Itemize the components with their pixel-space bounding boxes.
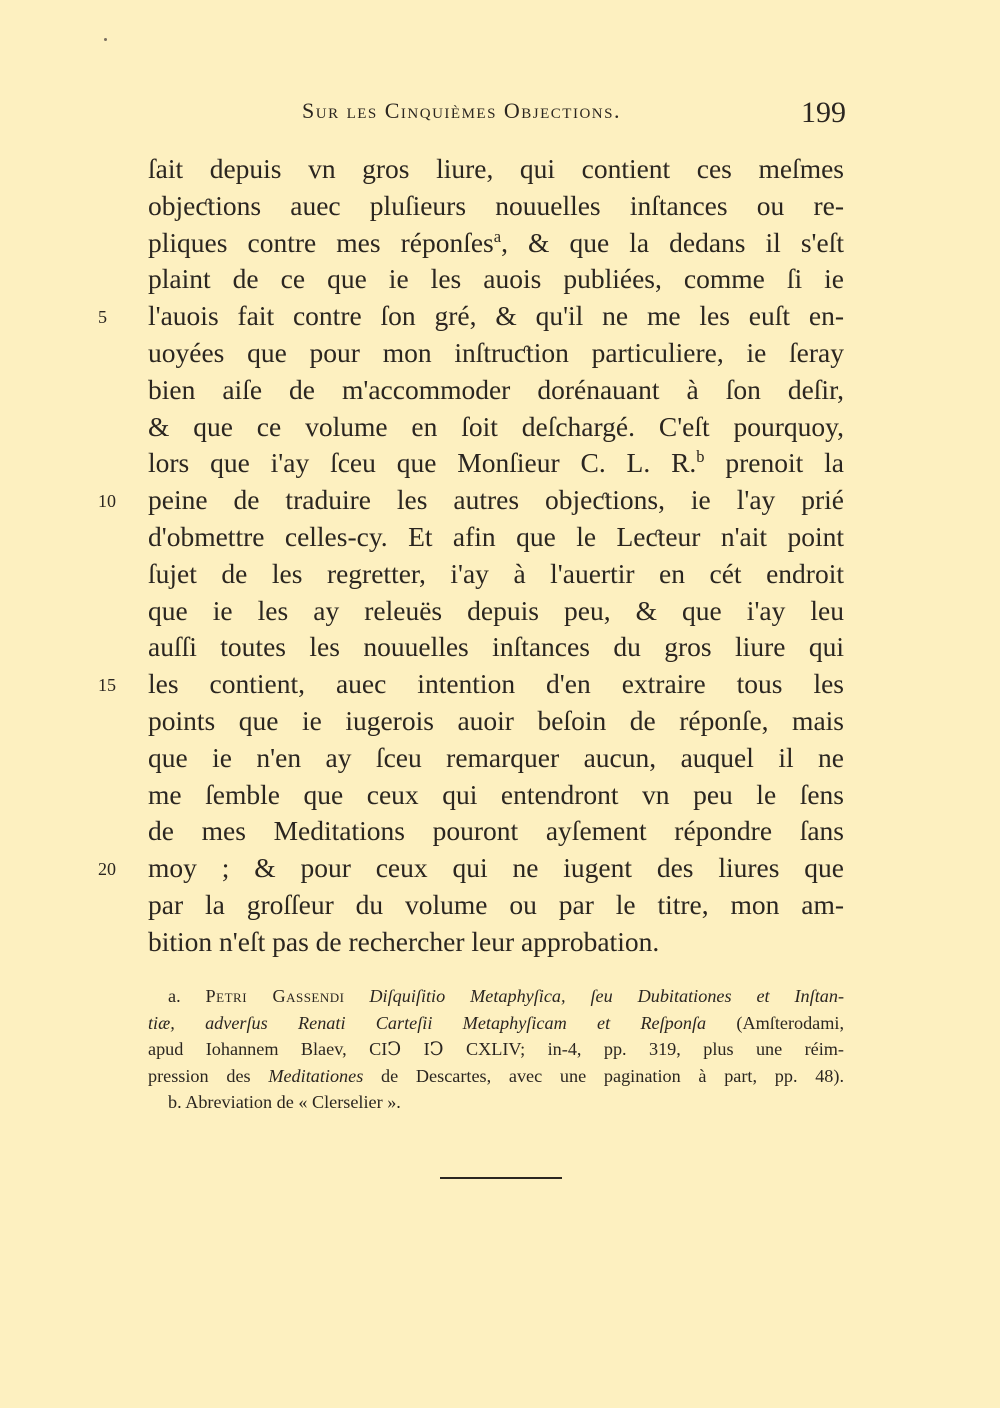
text-line bbox=[148, 593, 844, 630]
text-line bbox=[148, 777, 844, 814]
line-text: auſſi toutes les nouuelles inſtances du gros liure qui bbox=[148, 631, 844, 663]
line-text: l'auois fait contre ſon gré, & qu'il ne me les euſt en- bbox=[148, 300, 844, 332]
line-text: points que ie iugerois auoir beſoin de réponſe, mais bbox=[148, 704, 844, 736]
text-line bbox=[148, 519, 844, 556]
text-line bbox=[98, 666, 844, 703]
line-text: uoyées que pour mon inſtruƈtion particuliere, ie ſeray bbox=[148, 336, 844, 368]
line-text: que ie les ay releuës depuis peu, & que i'ay leu bbox=[148, 594, 844, 626]
line-text: d'obmettre celles-cy. Et afin que le Leƈteur n'ait point bbox=[148, 520, 844, 552]
line-text: peine de traduire les autres objeƈtions, ie l'ay prié bbox=[148, 484, 844, 516]
page-number: 199 bbox=[801, 96, 846, 129]
footnotes bbox=[148, 983, 845, 1116]
line-number: 20 bbox=[98, 859, 116, 880]
line-text: moy ; & pour ceux qui ne iugent des liures que bbox=[148, 852, 844, 884]
text-line bbox=[148, 629, 844, 666]
line-text: ſujet de les regretter, i'ay à l'auertir en cét endroit bbox=[148, 557, 844, 589]
footnote-a-marker: a. bbox=[168, 986, 181, 1006]
running-title: Sur les Cinquièmes Objections. bbox=[302, 98, 621, 123]
text-line bbox=[148, 556, 844, 593]
line-number: 10 bbox=[98, 491, 116, 512]
line-text: de mes Meditations pouront ayſement répondre ſans bbox=[148, 815, 844, 847]
footnote-b-marker: b. bbox=[168, 1092, 182, 1112]
line-text: lors que i'ay ſceu que Monſieur C. L. R. bbox=[148, 447, 697, 479]
footnote-a-imprint: (Amſterodami, bbox=[736, 1012, 845, 1033]
line-text: , & que la dedans il s'eſt bbox=[501, 226, 845, 258]
text-line bbox=[98, 850, 844, 887]
line-text: pliques contre mes réponſes bbox=[148, 226, 494, 258]
text-line bbox=[148, 372, 844, 409]
footnote-a-author: Petri Gassendi bbox=[205, 986, 345, 1006]
text-line bbox=[148, 445, 844, 482]
line-text: que ie n'en ay ſceu remarquer aucun, auquel il ne bbox=[148, 741, 844, 773]
footnote-a-line-4 bbox=[148, 1063, 844, 1090]
text-line bbox=[148, 703, 844, 740]
footnote-reference: b bbox=[696, 447, 705, 467]
page-speck bbox=[104, 38, 107, 41]
line-number: 5 bbox=[98, 307, 107, 328]
footnote-a-line-3: apud Iohannem Blaev, CIↃ IↃ CXLIV; in-4, pp. 319, plus une réim- bbox=[148, 1039, 844, 1059]
text-line bbox=[148, 740, 844, 777]
footnote-a-note-pre: pression des bbox=[148, 1065, 251, 1086]
line-text: me ſemble que ceux qui entendront vn peu le ſens bbox=[148, 778, 844, 810]
text-line bbox=[148, 151, 844, 188]
footnote-b-text: Abreviation de « Clerselier ». bbox=[185, 1092, 401, 1112]
footnote-a-note-post: de Descartes, avec une pagination à part, pp. 48). bbox=[381, 1065, 845, 1086]
line-text: les contient, auec intention d'en extraire tous les bbox=[148, 668, 844, 700]
line-text: plaint de ce que ie les auois publiées, comme ſi ie bbox=[148, 263, 844, 295]
line-text: ſait depuis vn gros liure, qui contient ces meſmes bbox=[148, 153, 844, 184]
text-line bbox=[98, 482, 844, 519]
text-line bbox=[148, 335, 844, 372]
text-line bbox=[148, 225, 844, 262]
text-line bbox=[148, 188, 844, 225]
line-number: 15 bbox=[98, 675, 116, 696]
text-line bbox=[148, 409, 844, 446]
text-line bbox=[148, 813, 844, 850]
end-rule bbox=[440, 1177, 562, 1179]
text-line bbox=[98, 298, 844, 335]
footnote-a-line-2 bbox=[148, 1010, 844, 1037]
footnote-a-note-italic: Meditationes bbox=[268, 1065, 364, 1086]
line-text: bien aiſe de m'accommoder dorénauant à ſon deſir, bbox=[148, 373, 844, 405]
footnote-a-title: Diſquiſitio Metaphyſica, ſeu Dubitationes et Inſtan- bbox=[369, 986, 845, 1006]
text-line bbox=[148, 887, 844, 924]
line-text: par la groſſeur du volume ou par le titre, mon am- bbox=[148, 888, 844, 920]
line-text: objeƈtions auec pluſieurs nouuelles inſtances ou re- bbox=[148, 189, 844, 221]
line-text: & que ce volume en ſoit deſchargé. C'eſt pourquoy, bbox=[148, 410, 844, 442]
footnote-a-title-cont: tiæ, adverſus Renati Carteſii Metaphyſicam et Reſponſa bbox=[148, 1012, 707, 1033]
line-text: bition n'eſt pas de rechercher leur approbation. bbox=[148, 925, 660, 957]
text-line bbox=[148, 924, 844, 961]
footnote-a-line-1 bbox=[168, 983, 844, 1010]
line-text: prenoit la bbox=[704, 447, 844, 479]
footnote-reference: a bbox=[493, 226, 502, 246]
text-line bbox=[148, 261, 844, 298]
footnote-b bbox=[168, 1089, 844, 1116]
main-text-block bbox=[98, 151, 845, 961]
